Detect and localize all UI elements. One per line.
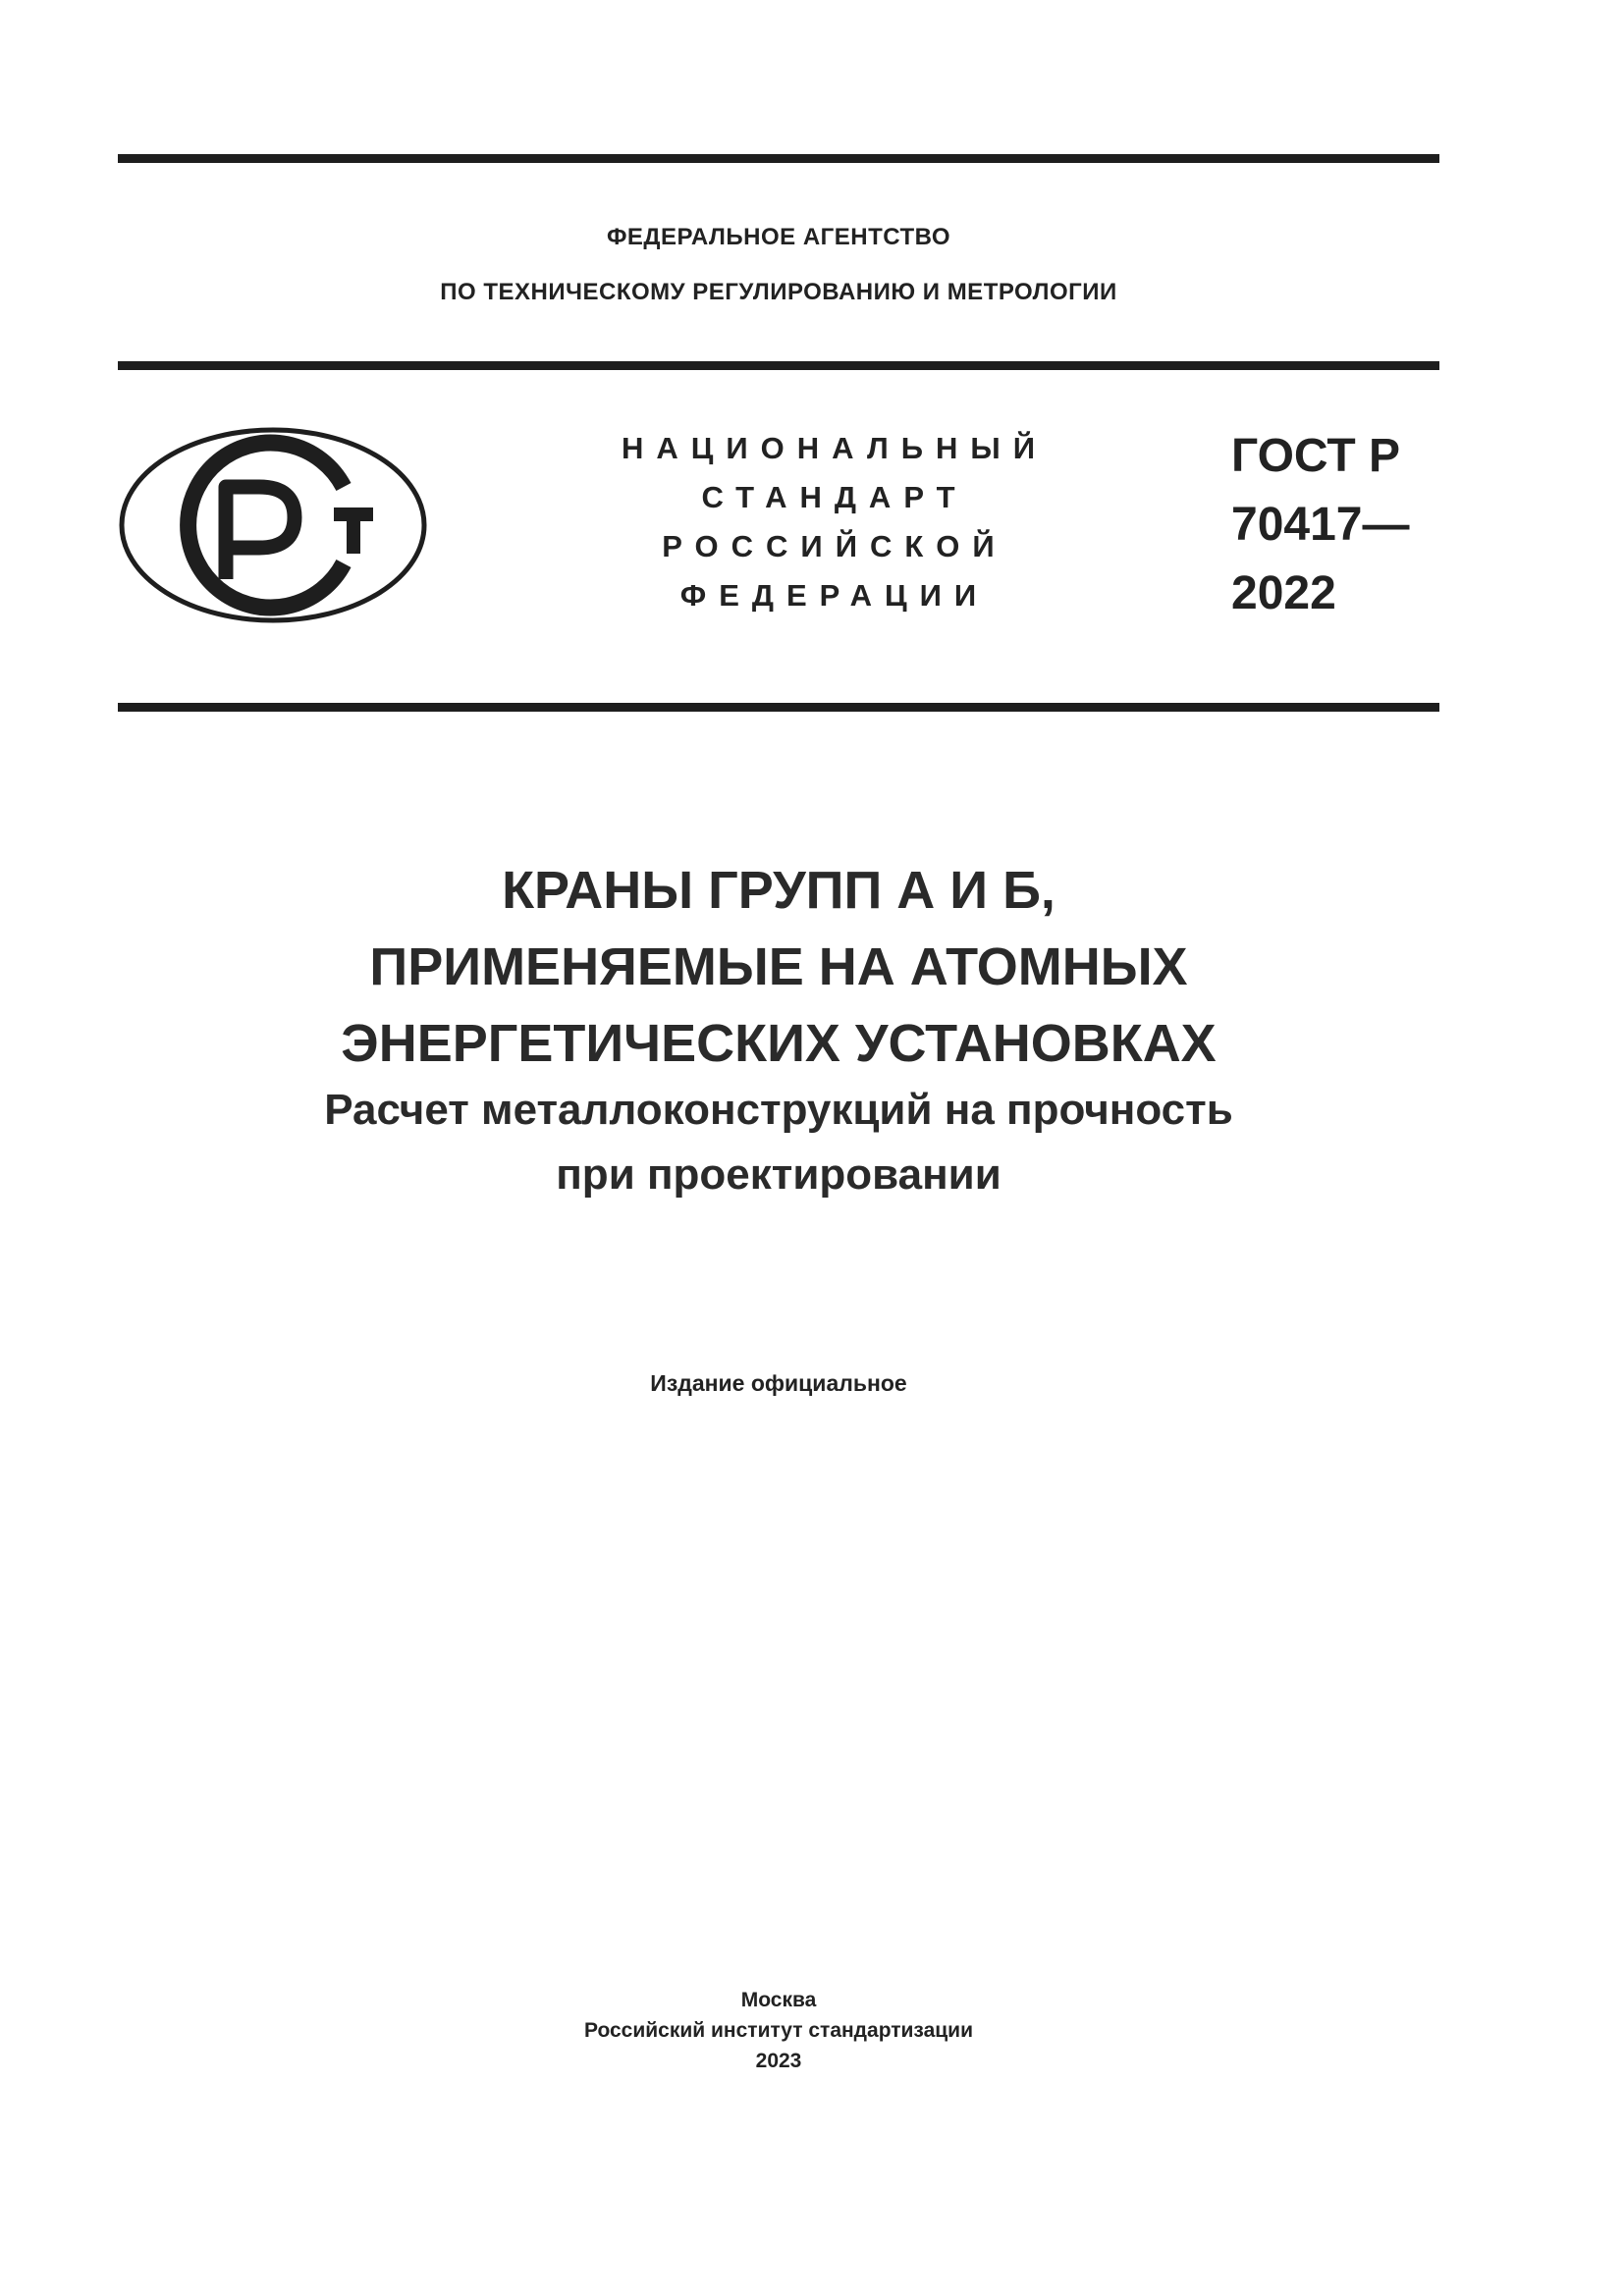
imprint (118, 1985, 1439, 2076)
subtitle-line-1: Расчет металлоконструкций на прочность (324, 1086, 1233, 1134)
document-title (118, 852, 1439, 1082)
edition-note: Издание официальное (650, 1370, 907, 1396)
title-line-3: ЭНЕРГЕТИЧЕСКИХ УСТАНОВКАХ (341, 1014, 1217, 1073)
title-line-1: КРАНЫ ГРУПП А И Б, (502, 861, 1056, 920)
header-bottom-rule (118, 703, 1439, 712)
agency-line-2: ПО ТЕХНИЧЕСКОМУ РЕГУЛИРОВАНИЮ И МЕТРОЛОГИИ (440, 279, 1117, 305)
standard-type-line-4: ФЕДЕРАЦИИ (679, 578, 990, 613)
rst-logo-icon (116, 424, 430, 626)
top-rule (118, 154, 1439, 163)
imprint-publisher: Российский институт стандартизации (583, 2019, 974, 2042)
designation-line-2: 70417— (1231, 499, 1410, 551)
designation-line-1: ГОСТ Р (1231, 430, 1401, 482)
subtitle-line-2: при проектировании (556, 1150, 1001, 1199)
standard-type-line-2: СТАНДАРТ (701, 480, 968, 514)
agency-bottom-rule (118, 361, 1439, 370)
imprint-city: Москва (740, 1989, 817, 2011)
agency-line-1: ФЕДЕРАЛЬНОЕ АГЕНТСТВО (606, 224, 951, 250)
standard-type (589, 424, 1080, 620)
standard-designation (1231, 422, 1409, 628)
document-subtitle (118, 1078, 1439, 1207)
standard-type-line-1: НАЦИОНАЛЬНЫЙ (621, 431, 1049, 465)
imprint-year: 2023 (755, 2050, 802, 2072)
standard-type-line-3: РОССИЙСКОЙ (662, 529, 1007, 563)
title-line-2: ПРИМЕНЯЕМЫЕ НА АТОМНЫХ (369, 937, 1188, 996)
designation-line-3: 2022 (1231, 567, 1336, 619)
